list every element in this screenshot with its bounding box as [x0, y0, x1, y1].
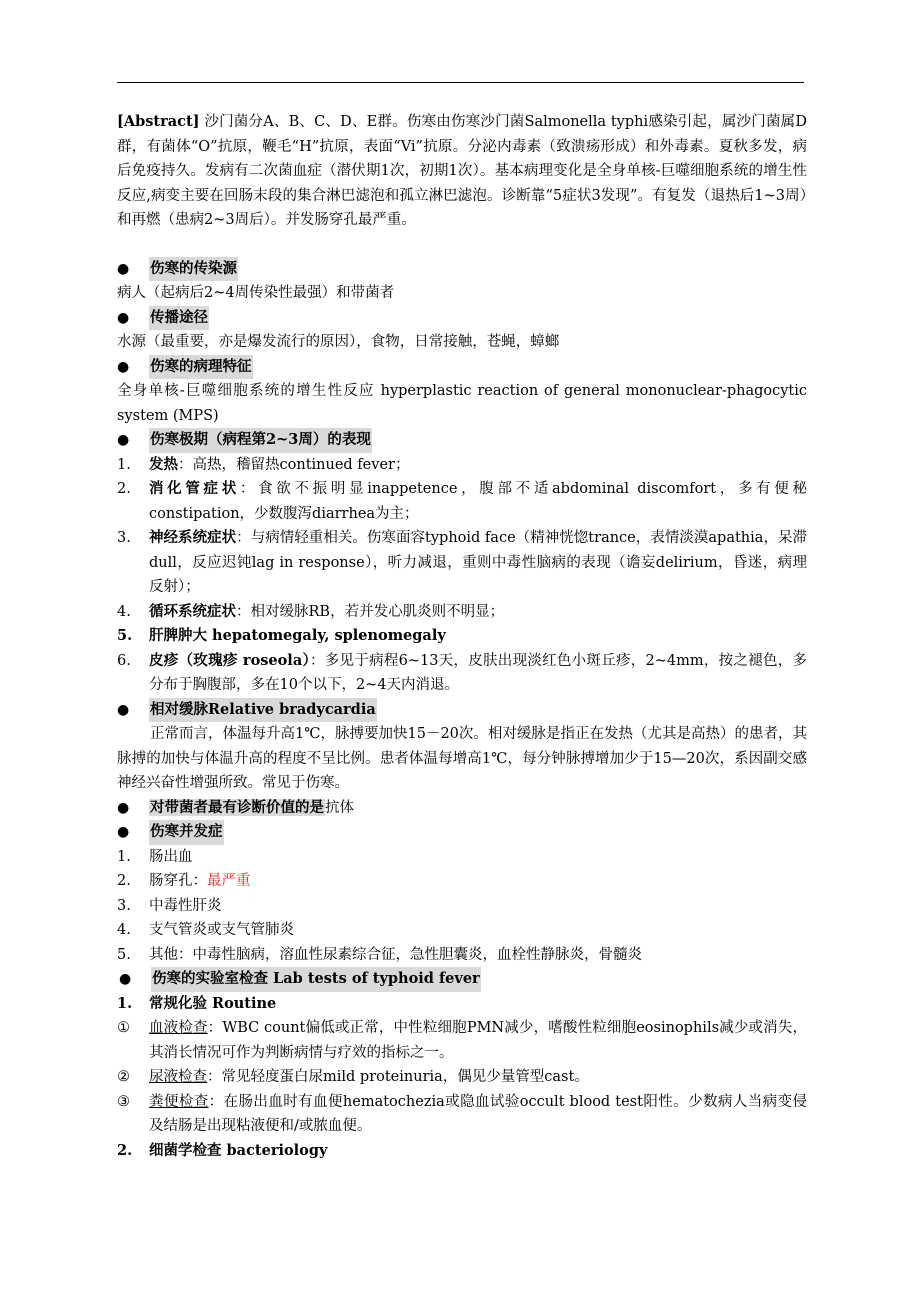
lab-bacteriology-title: 细菌学检查 bacteriology [149, 1141, 328, 1159]
list-item [117, 918, 807, 943]
item-label: 神经系统症状 [149, 529, 237, 546]
item-label: 肝脾肿大 hepatomegaly, splenomegaly [149, 627, 446, 644]
item-text: 其他：中毒性脑病，溶血性尿素综合征，急性胆囊炎，血栓性静脉炎，骨髓炎 [149, 946, 642, 963]
section-pathology-heading [117, 355, 807, 380]
list-item [117, 624, 807, 649]
item-text: ：WBC count偏低或正常，中性粒细胞PMN减少，嗜酸性粒细胞eosinophils减少或消失，其消长情况可作为判断病情与疗效的指标之一。 [149, 1020, 807, 1061]
list-item [117, 1090, 807, 1139]
item-label: 发热 [149, 455, 178, 473]
item-number: 1. [117, 848, 131, 865]
route-text: 水源（最重要，亦是爆发流行的原因），食物，日常接触，苍蝇，蟑螂 [117, 334, 560, 350]
source-text: 病人（起病后2~4周传染性最强）和带菌者 [117, 285, 395, 301]
bullet-icon: ● [117, 260, 130, 277]
item-highlight: 最严重 [207, 873, 251, 889]
section-complications-heading [117, 820, 807, 845]
circled-number: ① [117, 1020, 130, 1036]
list-item [117, 477, 807, 526]
item-text: 支气管炎或支气管肺炎 [149, 922, 294, 938]
bullet-icon: ● [117, 358, 130, 375]
bullet-icon: ● [117, 309, 130, 326]
list-item [117, 943, 807, 968]
heading-text: 伤寒的病理特征 [149, 355, 253, 380]
heading-text: 伤寒的传染源 [149, 257, 238, 282]
lab-routine-heading [117, 992, 807, 1017]
item-number: 2. [117, 481, 131, 497]
section-peak-heading [117, 428, 807, 453]
lab-bacteriology-heading [117, 1139, 807, 1164]
list-item [117, 1016, 807, 1065]
item-number: 6. [117, 652, 131, 669]
item-text: ：多见于病程6~13天，皮肤出现淡红色小斑丘疹，2~4mm，按之褪色，多分布于胸腹部，多在10个以下，2~4天内消退。 [149, 652, 807, 693]
bullet-icon: ● [117, 824, 130, 840]
item-text: ：高热，稽留热continued fever； [178, 456, 410, 473]
item-text: ：与病情轻重相关。伤寒面容typhoid face（精神恍惚trance，表情淡漠apathia，呆滞dull，反应迟钝lag in response），听力减退，重则中毒性脑病的表现（谵妄delirium，昏迷，病理反射）； [149, 530, 808, 595]
lab-routine-title: 常规化验 Routine [149, 994, 277, 1012]
abstract-text: 沙门菌分A、B、C、D、E群。伤寒由伤寒沙门菌Salmonella typhi感染引起，属沙门菌属D群，有菌体“O”抗原，鞭毛“H”抗原，表面“Vi”抗原。分泌内毒素（致溃疡形成）和外毒素。夏秋多发，病后免疫持久。发病有二次菌血症（潜伏期1次，初期1次）。基本病理变化是全身单核-巨噬细胞系统的增生性反应,病变主要在回肠末段的集合淋巴滤泡和孤立淋巴滤泡。诊断靠“5症状3发现”。有复发（退热后1~3周）和再燃（患病2~3周后）。并发肠穿孔最严重。 [117, 114, 808, 228]
list-item [117, 526, 807, 600]
list-item [117, 600, 807, 625]
bradycardia-text: 正常而言，体温每升高1℃，脉搏要加快15－20次。相对缓脉是指正在发热（尤其是高热）的患者，其脉搏的加快与体温升高的程度不呈比例。患者体温每增高1℃，每分钟脉搏增加少于15—20次，系因副交感神经兴奋性增强所致。常见于伤寒。 [117, 726, 807, 791]
item-text: ：在肠出血时有血便hematochezia或隐血试验occult blood test阳性。少数病人当病变侵及结肠是出现粘液便和/或脓血便。 [149, 1093, 807, 1134]
circled-number: ② [117, 1069, 130, 1085]
heading-text: 伤寒极期（病程第2~3周）的表现 [149, 428, 372, 453]
item-number: 1. [117, 456, 131, 473]
item-number: 5. [117, 946, 131, 963]
bullet-icon: ● [119, 971, 132, 987]
heading-text: 对带菌者最有诊断价值的是 [150, 798, 324, 816]
heading-text: 伤寒并发症 [149, 820, 224, 845]
bullet-icon: ● [117, 799, 130, 816]
list-item [117, 1065, 807, 1090]
bullet-icon: ● [117, 701, 130, 718]
item-text: ：食欲不振明显inappetence，腹部不适abdominal discomfort，多有便秘constipation，少数腹泻diarrhea为主； [149, 481, 807, 522]
item-text: ：相对缓脉RB，若并发心肌炎则不明显； [236, 603, 505, 620]
section-carrier-heading [117, 796, 807, 821]
heading-text: 传播途径 [149, 306, 209, 331]
item-number: 4. [117, 603, 131, 620]
list-item [117, 649, 807, 698]
section-source-heading [117, 257, 807, 282]
section-lab-heading [117, 967, 807, 992]
pathology-text: 全身单核-巨噬细胞系统的增生性反应 hyperplastic reaction of general mononuclear-phagocytic system (MPS) [117, 383, 807, 424]
item-number: 2. [117, 873, 131, 889]
carrier-answer: 抗体 [325, 799, 354, 816]
item-label: 消化管症状 [149, 480, 240, 497]
list-item [117, 453, 807, 478]
list-item [117, 869, 807, 894]
item-number: 3. [117, 897, 131, 914]
item-number: 5. [117, 627, 133, 644]
item-label: 皮疹（玫瑰疹 roseola） [149, 651, 311, 669]
section-route-heading [117, 306, 807, 331]
item-text: 肠出血 [149, 848, 193, 865]
item-number: 2. [117, 1141, 133, 1159]
heading-text: 相对缓脉Relative bradycardia [149, 698, 377, 723]
item-number: 1. [117, 994, 133, 1012]
item-text: ：常见轻度蛋白尿mild proteinuria，偶见少量管型cast。 [207, 1069, 589, 1085]
abstract-label: [Abstract] [117, 113, 200, 130]
item-text: 中毒性肝炎 [149, 897, 222, 914]
section-bradycardia-heading [117, 698, 807, 723]
item-number: 4. [117, 922, 131, 938]
item-label: 粪便检查 [149, 1093, 209, 1110]
list-item [117, 845, 807, 870]
list-item [117, 894, 807, 919]
header-rule [117, 82, 804, 83]
heading-text: 伤寒的实验室检查 Lab tests of typhoid fever [151, 967, 481, 992]
item-label: 血液检查 [149, 1020, 208, 1036]
item-text: 肠穿孔： [149, 873, 207, 889]
item-number: 3. [117, 530, 131, 546]
bullet-icon: ● [117, 432, 130, 448]
abstract-paragraph [117, 110, 807, 233]
item-label: 循环系统症状 [149, 602, 236, 620]
circled-number: ③ [117, 1093, 130, 1110]
document-body [117, 110, 807, 1163]
item-label: 尿液检查 [149, 1069, 207, 1085]
